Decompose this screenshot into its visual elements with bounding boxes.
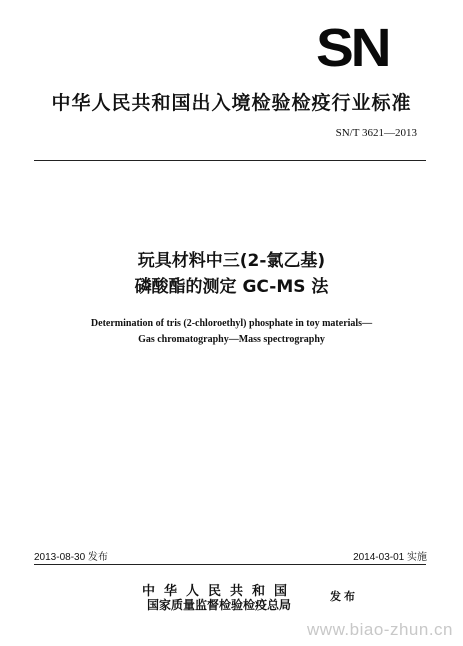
title-english-line-1: Determination of tris (2-chloroethyl) phosphate in toy materials— [90,318,373,329]
top-divider [34,160,426,161]
issue-date: 2013-08-30 发布 [34,552,108,563]
standard-code: SN/T 3621—2013 [335,127,417,139]
title-chinese-line-1: 玩具材料中三(2-氯乙基) [137,251,326,271]
title-chinese-line-2: 磷酸酯的测定 GC-MS 法 [134,277,329,297]
publish-label: 发布 [330,590,358,603]
implementation-date: 2014-03-01 实施 [353,552,427,563]
title-english-line-2: Gas chromatography—Mass spectrography [138,334,325,345]
publisher-line-2: 国家质量监督检验检疫总局 [146,598,291,612]
sn-logo: SN [316,18,389,78]
watermark: www.biao-zhun.cn [307,620,453,639]
publisher-line-1: 中华人民共和国 [141,584,296,599]
bottom-divider [34,564,426,565]
header-title: 中华人民共和国出入境检验检疫行业标准 [51,92,412,114]
